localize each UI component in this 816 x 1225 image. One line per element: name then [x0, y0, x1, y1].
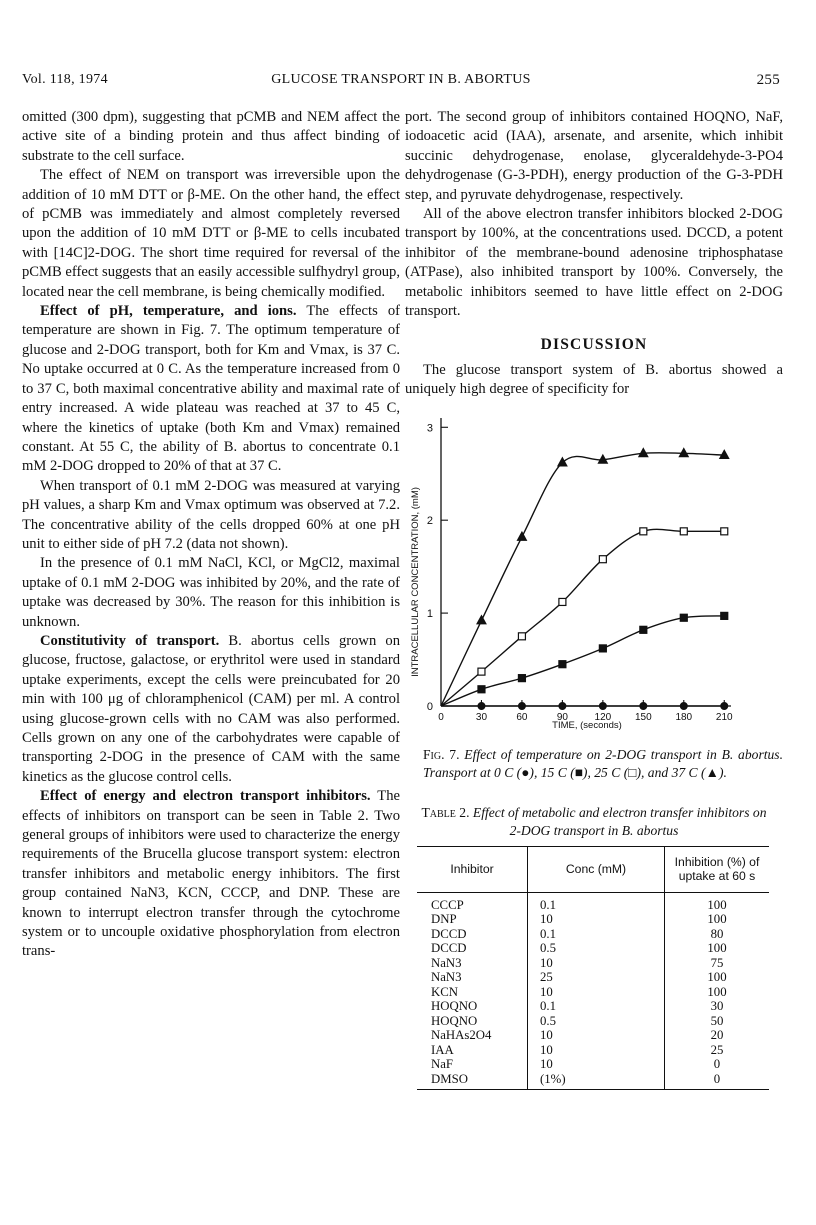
table-row	[417, 1043, 769, 1058]
x-tick-label: 0	[438, 711, 444, 723]
data-point-circle	[478, 702, 485, 709]
cell-conc: 10	[528, 1057, 665, 1072]
column-header-inhibitor: Inhibitor	[417, 846, 528, 892]
cell-inhibitor: NaN3	[431, 955, 462, 970]
page-number: 255	[756, 72, 780, 88]
cell-conc: 10	[528, 985, 665, 1000]
cell-inhibitor: DNP	[431, 912, 457, 927]
cell-conc: 0.5	[528, 1014, 665, 1029]
figure-7	[405, 410, 783, 742]
paragraph: When transport of 0.1 mM 2-DOG was measured at varying pH values, a sharp Km and Vmax optimum was observed at 7.2. The concentrative ability of the cells dropped 60% at one pH unit to either side of pH 7.2 (data not shown).	[22, 477, 400, 552]
figure-caption-text: Effect of temperature on 2-DOG transport in B. abortus. Transport at 0 C (●), 15 C (■), 25 C (□), and 37 C (▲).	[423, 746, 783, 780]
paragraph-ph-temperature	[22, 302, 400, 477]
page-header	[22, 72, 780, 96]
right-column	[405, 108, 783, 1090]
column-header-inhibition: Inhibition (%) of uptake at 60 s	[665, 846, 770, 892]
cell-inhibition: 80	[665, 927, 770, 942]
paragraph: All of the above electron transfer inhibitors blocked 2-DOG transport by 100%, at the concentrations used. DCCD, a potent inhibitor of the membrane-bound adenosine triphosphatase (ATPase), also inhibited transport by 100%. Conversely, the metabolic inhibitors seemed to have little effect on 2-DOG transport.	[405, 206, 783, 320]
cell-inhibition: 100	[665, 941, 770, 956]
x-tick-label: 180	[675, 711, 693, 723]
paragraph: port. The second group of inhibitors contained HOQNO, NaF, iodoacetic acid (IAA), arsenate, and arsenite, which inhibit succinic dehydrogenase, enolase, glyceraldehyde-3-PO4 dehydrogenase (G-3-PDH), energy production of the G-3-PDH step, and pyruvate dehydrogenase, respectively.	[405, 109, 783, 203]
cell-inhibition: 75	[665, 956, 770, 971]
series-filled-square	[441, 612, 728, 706]
paragraph: The glucose transport system of B. abortus showed a uniquely high degree of specificity for	[405, 361, 783, 398]
paragraph-inhibitors	[22, 787, 400, 962]
paragraph-body: B. abortus cells grown on glucose, fructose, galactose, or erythritol were used in standard uptake experiments, except the cells were preincubated for 20 min with 100 μg of chloramphenicol (CAM) per ml. A control using glucose-grown cells with no CAM was also performed. Cells grown on any one of the carbohydrates were capable of transporting 2-DOG in the presence of CAM with the same kinetics as the glucose control cells.	[22, 632, 400, 785]
cell-conc: 0.5	[528, 941, 665, 956]
data-point-circle	[680, 702, 687, 709]
cell-conc: (1%)	[528, 1072, 665, 1090]
journal-volume: Vol. 118, 1974	[22, 72, 108, 87]
data-point-circle	[721, 702, 728, 709]
section-run-in-heading: Effect of pH, temperature, and ions.	[40, 303, 297, 320]
table-row	[417, 892, 769, 912]
figure-caption-label: Fig. 7.	[423, 746, 460, 762]
data-point-square	[559, 660, 566, 667]
x-tick-label: 30	[475, 711, 488, 723]
cell-inhibition: 100	[665, 985, 770, 1000]
x-tick-label: 90	[556, 711, 568, 723]
data-point-square	[559, 598, 566, 605]
section-run-in-heading: Effect of energy and electron transport inhibitors.	[40, 788, 371, 805]
cell-inhibitor: DCCD	[431, 941, 467, 956]
cell-inhibition: 100	[665, 892, 770, 912]
temperature-uptake-chart	[405, 410, 783, 742]
data-point-square	[518, 633, 525, 640]
data-point-triangle	[679, 448, 688, 456]
table-row	[417, 956, 769, 971]
table-row	[417, 999, 769, 1014]
cell-inhibition: 0	[665, 1072, 770, 1090]
cell-inhibitor: DMSO	[417, 1072, 528, 1090]
y-tick-label: 0	[426, 700, 433, 713]
data-point-square	[478, 685, 485, 692]
paragraph-body: The effects of inhibitors on transport can be seen in Table 2. Two general groups of inhibitors were used to characterize the energy requirements of the Brucella glucose transport system: electron transfer inhibitors and metabolic energy inhibitors. The first group contained NaN3, KCN, CCCP, and DNP. These are known to interrupt electron transfer through the cytochrome system or to uncouple oxidative phosphorylation from electron trans-	[22, 788, 400, 960]
data-point-triangle	[558, 457, 567, 465]
data-point-square	[599, 645, 606, 652]
cell-inhibition: 30	[665, 999, 770, 1014]
table-row	[417, 912, 769, 927]
data-point-square	[721, 612, 728, 619]
data-point-square	[478, 668, 485, 675]
figure-caption	[405, 746, 783, 782]
y-tick-label: 1	[426, 607, 433, 620]
data-point-square	[680, 528, 687, 535]
table-row	[417, 985, 769, 1000]
table-row	[417, 1014, 769, 1029]
cell-conc: 10	[528, 912, 665, 927]
x-tick-label: 150	[634, 711, 652, 723]
x-axis-label: TIME, (seconds)	[552, 719, 622, 731]
cell-conc: 0.1	[528, 999, 665, 1014]
series-filled-circle	[441, 702, 728, 709]
cell-inhibitor: NaN3	[431, 970, 462, 985]
cell-inhibitor: KCN	[431, 984, 459, 999]
cell-conc: 0.1	[528, 892, 665, 912]
table-row	[417, 941, 769, 956]
data-point-square	[518, 674, 525, 681]
running-title: GLUCOSE TRANSPORT IN B. ABORTUS	[271, 72, 531, 87]
cell-conc: 10	[528, 956, 665, 971]
left-column	[22, 108, 400, 962]
paragraph: omitted (300 dpm), suggesting that pCMB and NEM affect the active site of a binding protein and thus affect binding of substrate to the cell surface.	[22, 109, 400, 164]
cell-inhibition: 100	[665, 912, 770, 927]
paragraph-body: The effects of temperature are shown in Fig. 7. The optimum temperature of glucose and 2-DOG transport, both for Km and Vmax, is 37 C. No uptake occurred at 0 C. As the temperature increased from 0 to 37 C, both maximal concentrative ability and maximal rate of entry increased. A wide plateau was reached at 37 to 45 C, where the kinetics of uptake (both Km and Vmax) remained constant. At 55 C, the ability of B. abortus to concentrate 0.1 mM 2-DOG dropped to 20% of that at 37 C.	[22, 303, 400, 475]
data-point-square	[640, 528, 647, 535]
table-row	[417, 970, 769, 985]
data-point-square	[721, 528, 728, 535]
cell-inhibition: 50	[665, 1014, 770, 1029]
data-point-circle	[640, 702, 647, 709]
y-tick-label: 3	[426, 421, 433, 434]
cell-inhibitor: CCCP	[431, 897, 464, 912]
x-tick-label: 120	[594, 711, 612, 723]
cell-inhibitor: NaHAs2O4	[431, 1028, 492, 1043]
table-body	[417, 892, 769, 1090]
y-tick-label: 2	[426, 514, 433, 527]
column-header-conc: Conc (mM)	[528, 846, 665, 892]
y-axis-label: INTRACELLULAR CONCENTRATION, (mM)	[410, 486, 421, 677]
data-point-square	[599, 555, 606, 562]
data-point-triangle	[517, 532, 526, 540]
table-row	[417, 1072, 769, 1090]
discussion-heading: DISCUSSION	[540, 336, 648, 354]
table-caption-text: Effect of metabolic and electron transfer inhibitors on 2-DOG transport in B. abortus	[472, 804, 767, 838]
cell-inhibitor: IAA	[431, 1042, 454, 1057]
cell-inhibition: 20	[665, 1028, 770, 1043]
cell-inhibitor: HOQNO	[431, 1013, 478, 1028]
inhibitor-table	[417, 846, 769, 1091]
cell-conc: 10	[528, 1028, 665, 1043]
data-point-triangle	[477, 615, 486, 623]
table-header-row	[417, 846, 769, 892]
table-row	[417, 927, 769, 942]
cell-inhibitor: NaF	[431, 1057, 454, 1072]
paragraph: The effect of NEM on transport was irreversible upon the addition of 10 mM DTT or β-ME. On the other hand, the effect of pCMB was immediately and almost completely reversed upon the addition of 10 mM DTT or β-ME to cells incubated with [14C]2-DOG. The short time required for reversal of the pCMB effect suggests that an easily accessible sulfhydryl group, located near the cell membrane, is being chemically modified.	[22, 167, 400, 300]
cell-inhibition: 0	[665, 1057, 770, 1072]
data-point-square	[640, 626, 647, 633]
table-caption-label: Table 2.	[421, 804, 470, 820]
cell-inhibition: 100	[665, 970, 770, 985]
x-tick-label: 210	[715, 711, 733, 723]
table-row	[417, 1028, 769, 1043]
cell-inhibitor: DCCD	[431, 926, 467, 941]
cell-conc: 0.1	[528, 927, 665, 942]
cell-inhibitor: HOQNO	[431, 999, 478, 1014]
x-tick-label: 60	[516, 711, 528, 723]
data-point-circle	[599, 702, 606, 709]
cell-conc: 25	[528, 970, 665, 985]
section-run-in-heading: Constitutivity of transport.	[40, 632, 220, 649]
table-row	[417, 1057, 769, 1072]
data-point-square	[680, 614, 687, 621]
paragraph: In the presence of 0.1 mM NaCl, KCl, or MgCl2, maximal uptake of 0.1 mM 2-DOG was inhibited by 20%, and the rate of uptake was decreased by 30%. The reason for this inhibition is unknown.	[22, 555, 400, 630]
table-caption	[405, 804, 783, 840]
paragraph-constitutivity	[22, 632, 400, 787]
cell-inhibition: 25	[665, 1043, 770, 1058]
data-point-circle	[519, 702, 526, 709]
cell-conc: 10	[528, 1043, 665, 1058]
data-point-circle	[559, 702, 566, 709]
